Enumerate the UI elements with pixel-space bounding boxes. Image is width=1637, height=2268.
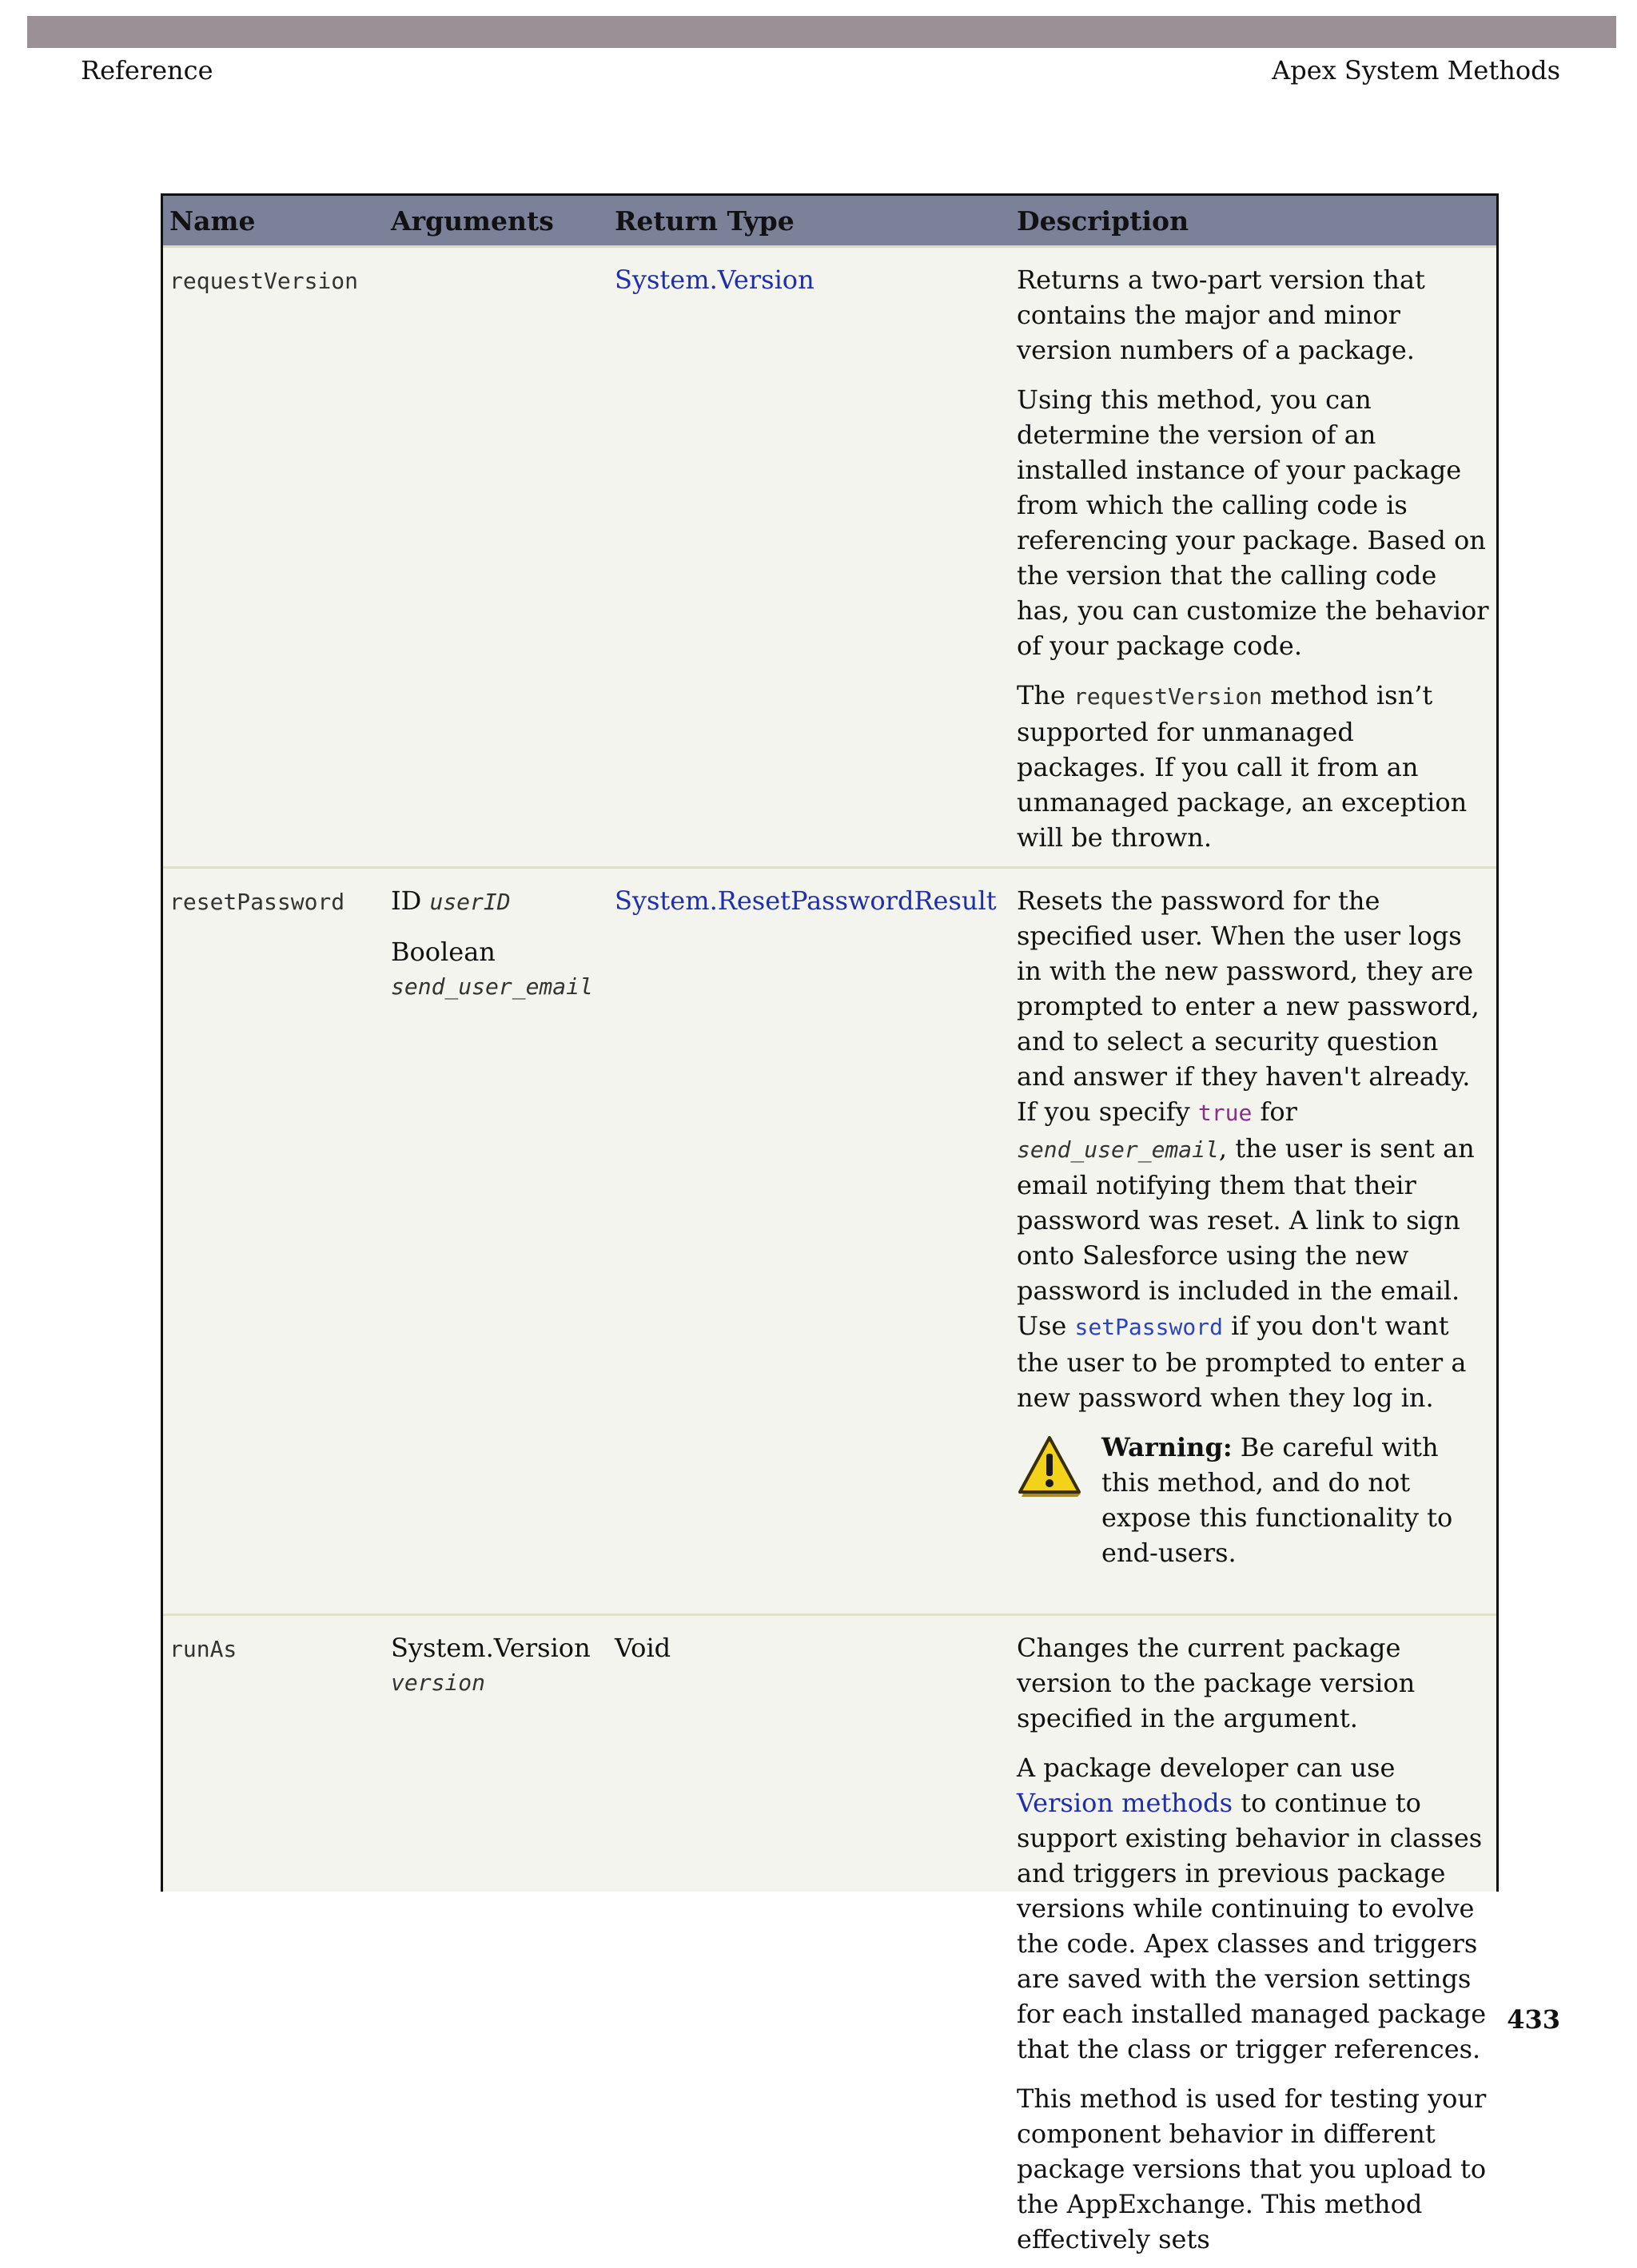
description-paragraph: [1017, 1750, 1490, 2067]
text-run: Resets the password for the specified user. When the user logs in with the new password, they are prompted to enter a new password, and to select a security question and answer if they haven't already. If you specify: [1017, 885, 1480, 1127]
text-run: if you don't want the user to be prompted to enter a new password when they log in.: [1017, 1311, 1466, 1413]
method-description: [1010, 1615, 1496, 2268]
table-row: [163, 1615, 1496, 2268]
description-paragraph: [1017, 678, 1490, 855]
description-paragraph: [1017, 883, 1490, 1415]
method-arguments: [384, 868, 608, 1615]
argument-name: userID: [429, 889, 510, 915]
running-header-right: Apex System Methods: [1272, 53, 1560, 88]
argument-type: System.Version: [391, 1630, 602, 1665]
argument-type: ID: [391, 885, 421, 916]
method-arguments: [384, 247, 608, 868]
methods-table: [161, 193, 1499, 1892]
description-paragraph: Changes the current package version to the package version specified in the argument.: [1017, 1630, 1490, 1736]
column-header-description: Description: [1010, 196, 1496, 247]
method-arguments: [384, 1615, 608, 2268]
argument-name: send_user_email: [391, 969, 602, 1005]
inline-code: requestVersion: [1073, 683, 1262, 710]
description-paragraph: This method is used for testing your component behavior in different package versions that you upload to the AppExchange. This method effectively sets: [1017, 2081, 1490, 2257]
method-description: [1010, 247, 1496, 868]
text-run: The: [1017, 680, 1073, 710]
argument: [391, 1630, 602, 1701]
table-row: [163, 247, 1496, 868]
table-header-row: [163, 196, 1496, 247]
text-run: Be careful with this method, and do not expose this functionality to end-users.: [1101, 1432, 1452, 1568]
text-run: method isn’t supported for unmanaged packages. If you call it from an unmanaged package, an exception will be thrown.: [1017, 680, 1467, 853]
text-run: to continue to support existing behavior in classes and triggers in previous package versions while continuing to evolve the code. Apex classes and triggers are saved with the version settings for each installed managed package that the class or trigger references.: [1017, 1788, 1486, 2064]
return-type-link[interactable]: System.Version: [615, 265, 815, 295]
return-type-link[interactable]: System.ResetPasswordResult: [615, 885, 997, 916]
text-run: , the user is sent an email notifying them that their password was reset. A link to sign onto Salesforce using the new password is included in the email. Use: [1017, 1133, 1475, 1341]
argument: [391, 934, 602, 1005]
top-bar: [27, 16, 1616, 48]
text-run: A package developer can use: [1017, 1753, 1395, 1783]
set-password-link[interactable]: setPassword: [1075, 1314, 1223, 1340]
method-name: resetPassword: [169, 889, 345, 915]
column-header-return-type: Return Type: [608, 196, 1010, 247]
warning-icon: [1017, 1434, 1082, 1498]
return-type: Void: [615, 1633, 671, 1663]
running-header-left: Reference: [81, 53, 213, 88]
warning-label: Warning:: [1101, 1432, 1233, 1462]
column-header-arguments: Arguments: [384, 196, 608, 247]
description-paragraph: Returns a two-part version that contains the major and minor version numbers of a package.: [1017, 262, 1490, 368]
argument: [391, 883, 602, 920]
method-description: [1010, 868, 1496, 1615]
inline-keyword: true: [1198, 1100, 1252, 1126]
inline-param: send_user_email: [1017, 1136, 1219, 1163]
method-name: runAs: [169, 1636, 237, 1662]
column-header-name: Name: [163, 196, 384, 247]
table-row: [163, 868, 1496, 1615]
text-run: for: [1252, 1096, 1297, 1127]
page-number: 433: [1507, 2004, 1560, 2035]
argument-type: Boolean: [391, 934, 602, 969]
warning-note: [1017, 1430, 1490, 1570]
version-methods-link[interactable]: Version methods: [1017, 1788, 1233, 1818]
description-paragraph: Using this method, you can determine the version of an installed instance of your package from which the calling code is referencing your package. Based on the version that the calling code has, you can customize the behavior of your package code.: [1017, 382, 1490, 663]
method-name: requestVersion: [169, 268, 358, 294]
warning-text: [1101, 1430, 1490, 1570]
argument-name: version: [391, 1665, 602, 1701]
